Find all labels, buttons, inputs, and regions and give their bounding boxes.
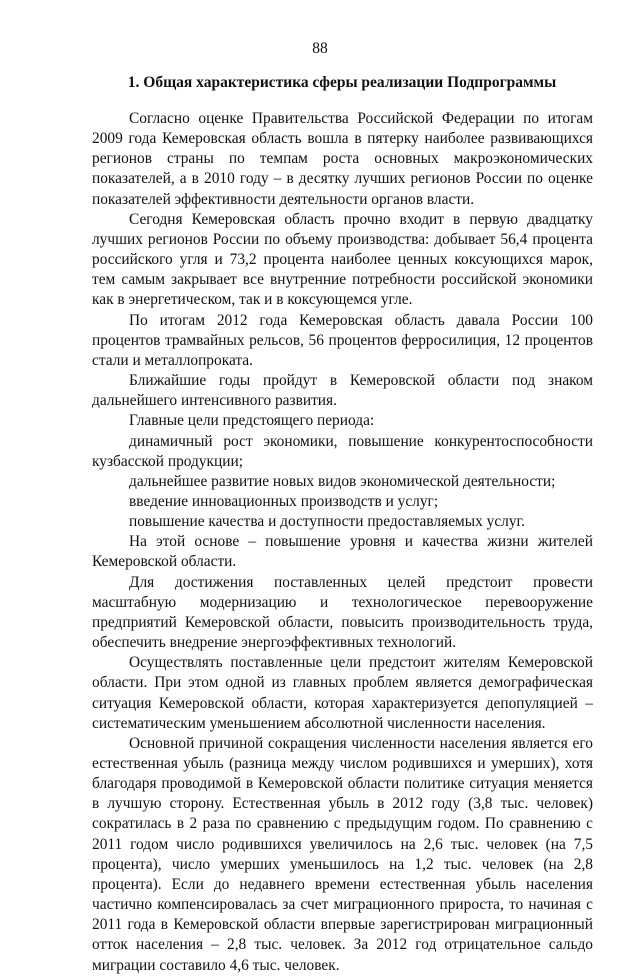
goal-item-4: повышение качества и доступности предоставляемых услуг. (129, 513, 525, 531)
goal-item-3: введение инновационных производств и услуг; (129, 492, 439, 510)
paragraph-6: На этой основе – повышение уровня и качества жизни жителей Кемеровской области. (92, 533, 593, 571)
page-number: 88 (312, 40, 328, 57)
paragraph-1: Согласно оценке Правительства Российской Федерации по итогам 2009 года Кемеровская область вошла в пятерку наиболее развивающихся регионов страны по темпам роста основных макроэкономических показателей, а в 2010 году – в десятку лучших регионов России по оценке показателей эффективности деятельности органов власти. (92, 110, 593, 208)
paragraph-5: Главные цели предстоящего периода: (129, 412, 375, 430)
body-text (92, 109, 593, 976)
paragraph-2: Сегодня Кемеровская область прочно входит в первую двадцатку лучших регионов России по объему производства: добывает 56,4 процента российского угля и 73,2 процента наиболее ценных коксующихся марок, тем самым закрывает все внутренние потребности российской экономики как в энергетическом, так и в коксующемся угле. (92, 210, 593, 309)
paragraph-4: Ближайшие годы пройдут в Кемеровской области под знаком дальнейшего интенсивного развития. (92, 372, 593, 410)
paragraph-9: Основной причиной сокращения численности населения является его естественная убыль (разница между числом родившихся и умерших), хотя благодаря проводимой в Кемеровской области политике ситуация меняется в лучшую сторону. Естественная убыль в 2012 году (3,8 тыс. человек) сократилась в 2 раза по сравнению с предыдущим годом. По сравнению с 2011 годом число родившихся увеличилось на 2,6 тыс. человек (на 7,5 процента), число умерших уменьшилось на 1,2 тыс. человек (на 2,8 процента). Если до недавнего времени естественная убыль населения частично компенсировалась за счет миграционного прироста, то начиная с 2011 года в Кемеровской области впервые зарегистрирован миграционный отток населения – 2,8 тыс. человек. За 2012 год отрицательное сальдо миграции составило 4,6 тыс. человек. (92, 734, 593, 974)
paragraph-7: Для достижения поставленных целей предстоит провести масштабную модернизацию и технологическое перевооружение предприятий Кемеровской области, повысить производительность труда, обеспечить внедрение энергоэффективных технологий. (92, 573, 593, 652)
paragraph-8: Осуществлять поставленные цели предстоит жителям Кемеровской области. При этом одной из главных проблем является демографическая ситуация Кемеровской области, которая характеризуется депопуляцией – систематическим уменьшением абсолютной численности населения. (92, 654, 593, 732)
paragraph-3: По итогам 2012 года Кемеровская область давала России 100 процентов трамвайных рельсов, 56 процентов ферросилиция, 12 процентов стали и металлопроката. (92, 311, 593, 369)
section-heading: 1. Общая характеристика сферы реализации Подпрограммы (127, 74, 557, 91)
goal-item-2: дальнейшее развитие новых видов экономической деятельности; (129, 472, 556, 490)
goal-item-1: динамичный рост экономики, повышение конкурентоспособности кузбасской продукции; (92, 432, 593, 470)
